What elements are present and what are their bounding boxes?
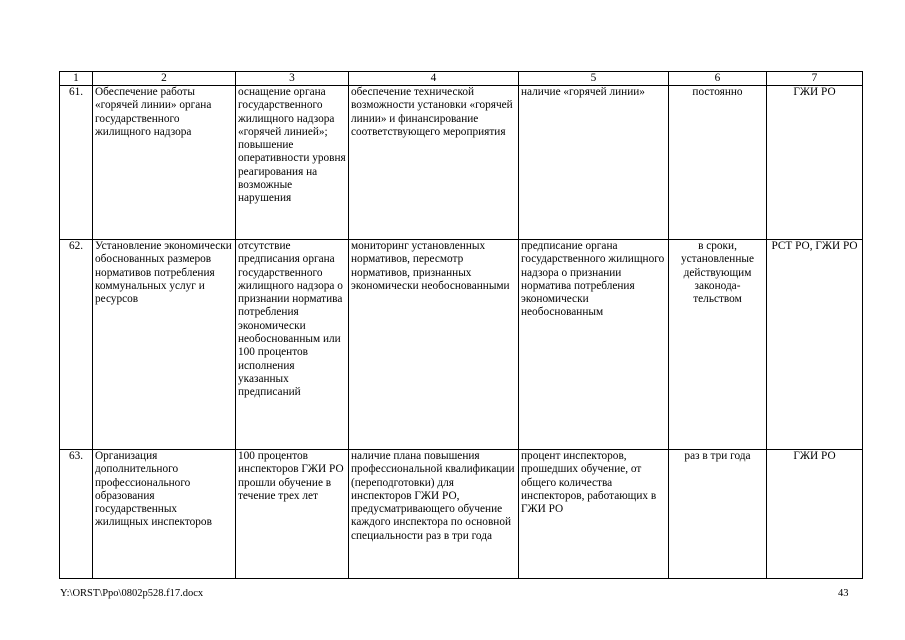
header-cell: 3 [236,72,349,86]
document-table [59,71,863,579]
table-row [60,86,863,240]
table-row [60,240,863,450]
deadline-cell: постоянно [669,86,767,240]
deadline-cell: в сроки, установленные действующим законода-тельством [669,240,767,450]
header-cell: 7 [767,72,863,86]
responsible-cell: ГЖИ РО [767,86,863,240]
indicator-cell: процент инспекторов, прошедших обучение, от общего количества инспекторов, работающих в ГЖИ РО [519,450,669,579]
indicator-cell: предписание органа государственного жилищного надзора о признании норматива потребления экономически необоснованным [519,240,669,450]
header-cell: 6 [669,72,767,86]
table-header-row [60,72,863,86]
measure-cell: мониторинг установленных нормативов, пересмотр нормативов, признанных экономически необоснованными [349,240,519,450]
activity-cell: Организация дополнительного профессионального образования государственных жилищных инспекторов [93,450,236,579]
table-row [60,450,863,579]
header-cell: 5 [519,72,669,86]
indicator-cell: наличие «горячей линии» [519,86,669,240]
measure-cell: обеспечение технической возможности установки «горячей линии» и финансирование соответствующего мероприятия [349,86,519,240]
measure-cell: наличие плана повышения профессиональной квалификации (переподготовки) для инспекторов ГЖИ РО, предусматривающего обучение каждого инспектора по основной специальности раз в три года [349,450,519,579]
responsible-cell: ГЖИ РО [767,450,863,579]
page-number: 43 [838,588,849,599]
deadline-cell: раз в три года [669,450,767,579]
row-number: 61. [60,86,93,240]
row-number: 62. [60,240,93,450]
result-cell: 100 процентов инспекторов ГЖИ РО прошли обучение в течение трех лет [236,450,349,579]
responsible-cell: РСТ РО, ГЖИ РО [767,240,863,450]
row-number: 63. [60,450,93,579]
header-cell: 1 [60,72,93,86]
activity-cell: Установление экономически обоснованных размеров нормативов потребления коммунальных услуг и ресурсов [93,240,236,450]
file-path: Y:\ORST\Ppo\0802p528.f17.docx [60,588,204,599]
activity-cell: Обеспечение работы «горячей линии» органа государственного жилищного надзора [93,86,236,240]
result-cell: оснащение органа государственного жилищного надзора «горячей линией»; повышение оперативности уровня реагирования на возможные нарушения [236,86,349,240]
result-cell: отсутствие предписания органа государственного жилищного надзора о признании норматива потребления экономически необоснованным или 100 процентов исполнения указанных предписаний [236,240,349,450]
header-cell: 4 [349,72,519,86]
header-cell: 2 [93,72,236,86]
